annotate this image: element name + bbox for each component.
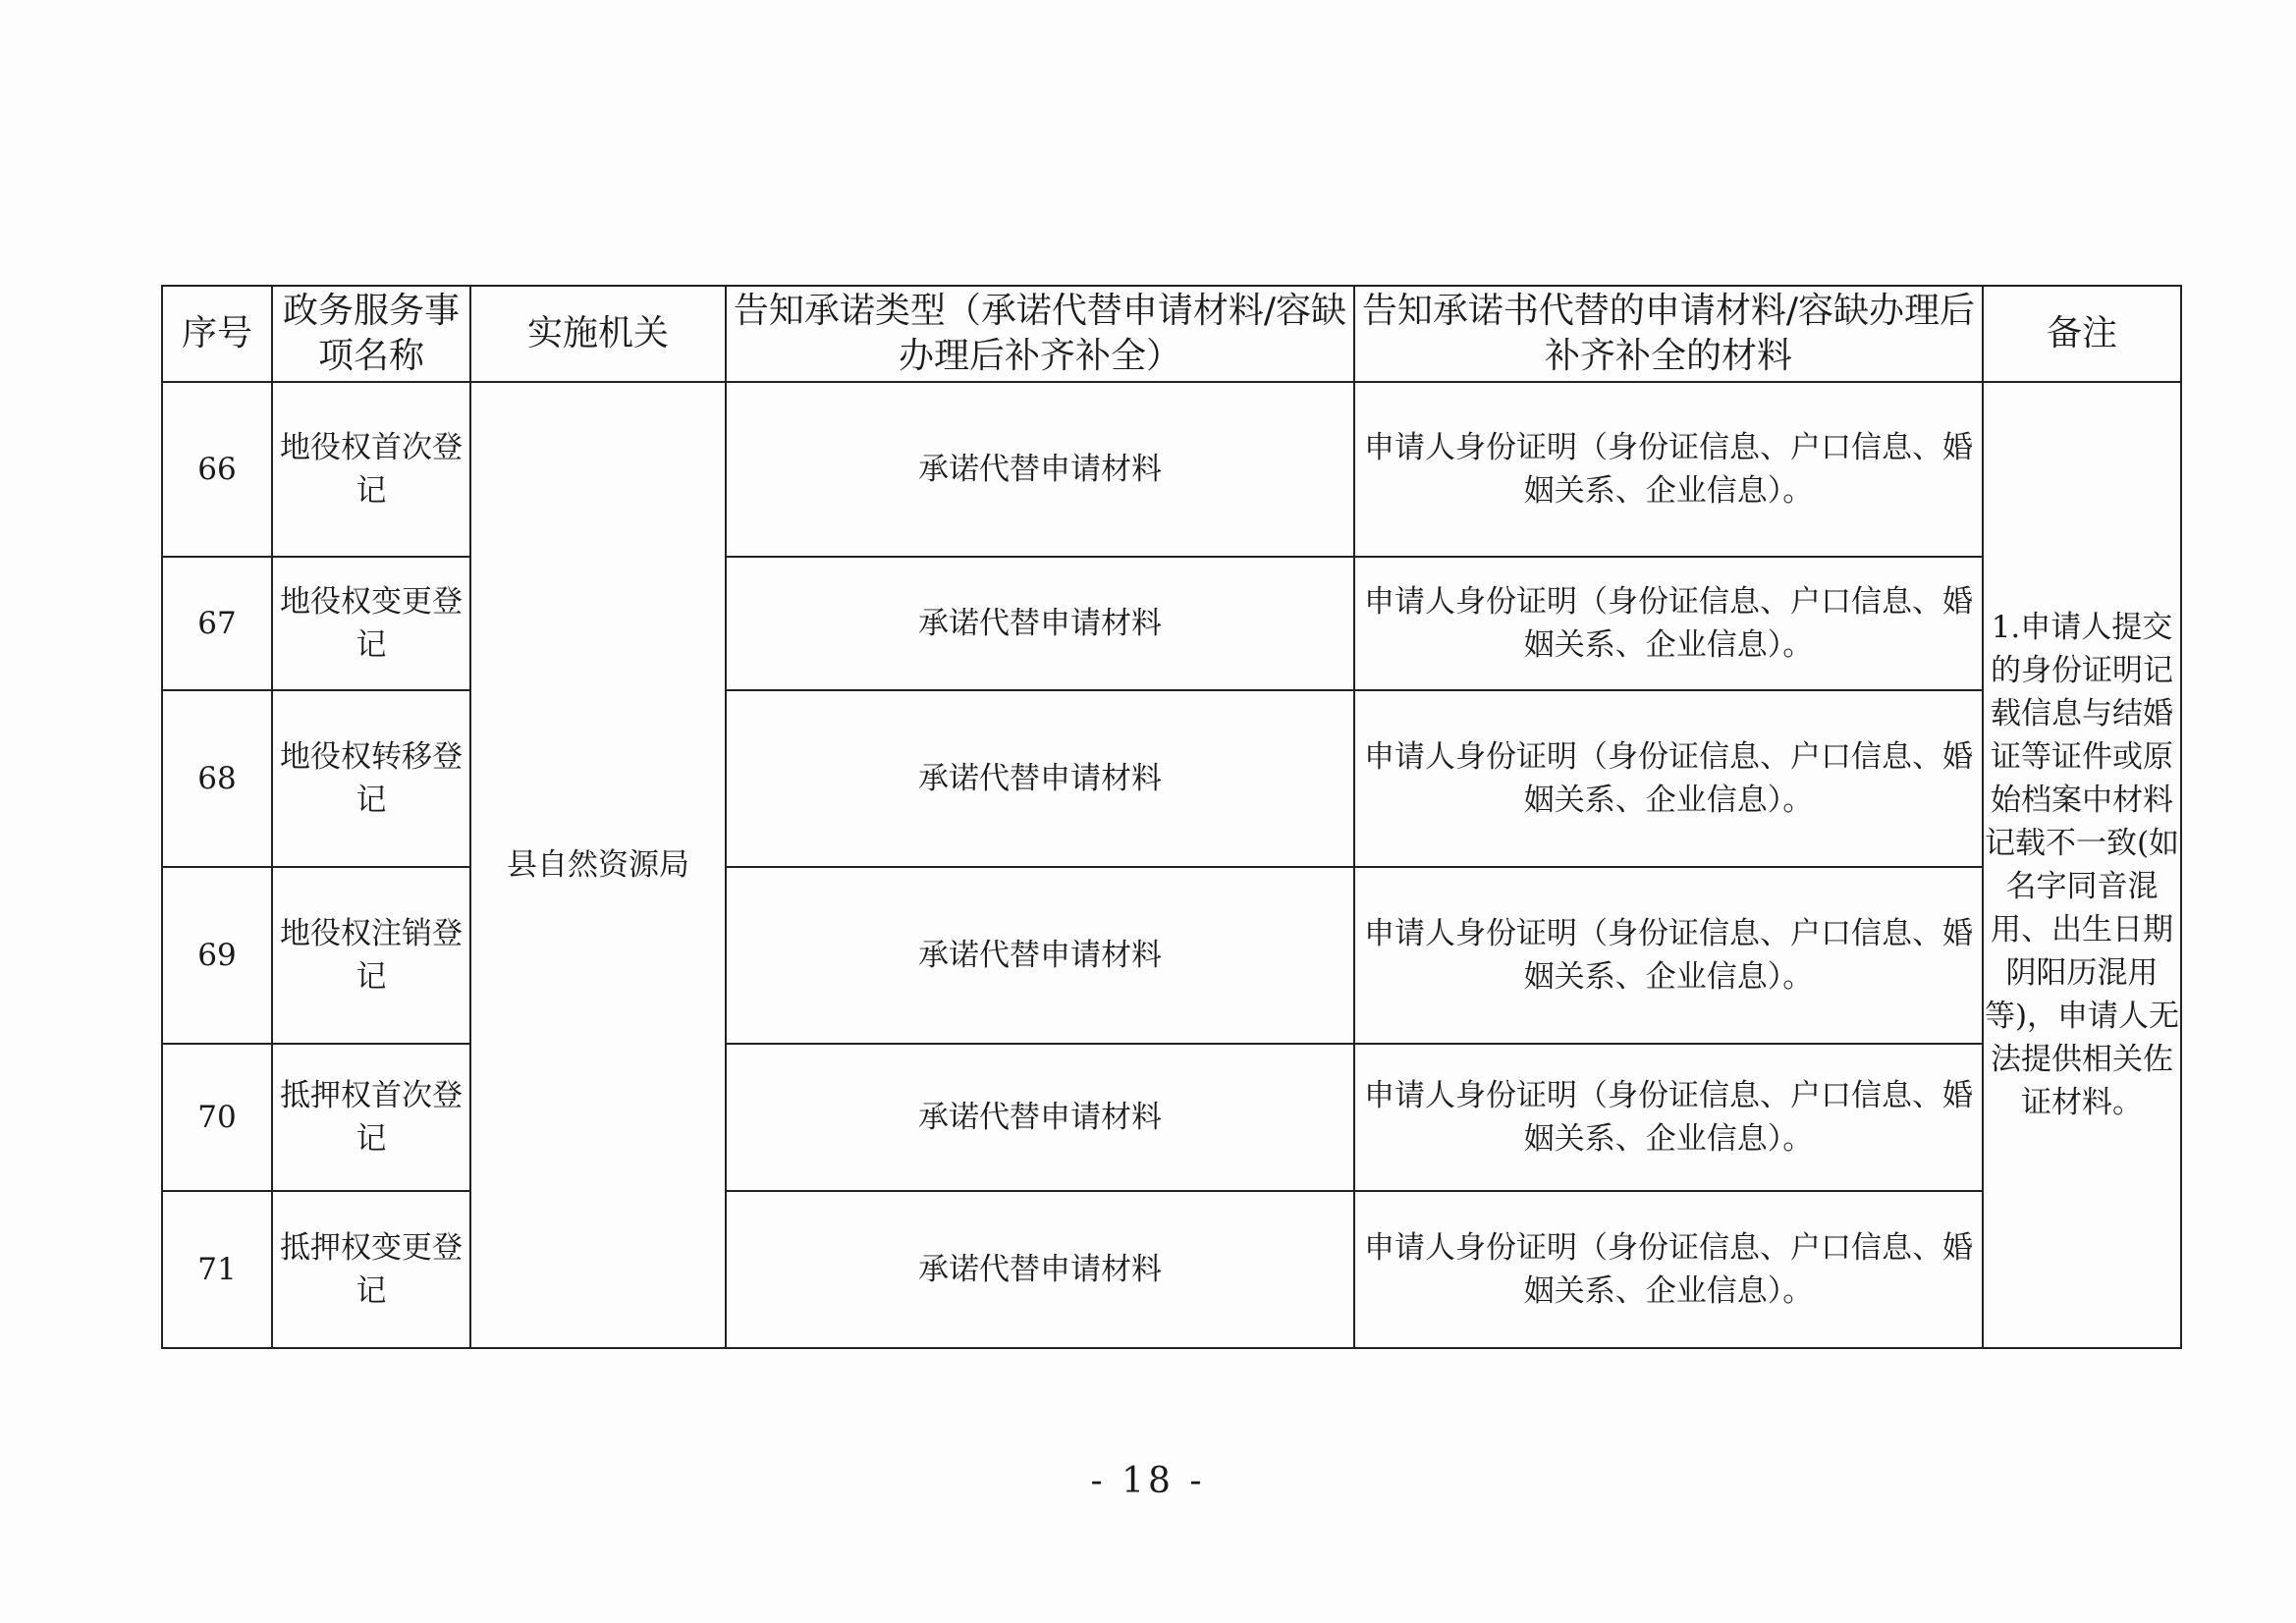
row-seq: 70 <box>162 1044 272 1191</box>
row-materials: 申请人身份证明（身份证信息、户口信息、婚姻关系、企业信息）。 <box>1354 867 1983 1044</box>
row-materials: 申请人身份证明（身份证信息、户口信息、婚姻关系、企业信息）。 <box>1354 557 1983 690</box>
header-commitment-type: 告知承诺类型（承诺代替申请材料/容缺办理后补齐补全） <box>726 286 1354 382</box>
remark-cell: 1.申请人提交的身份证明记载信息与结婚证等证件或原始档案中材料记载不一致(如名字同音混用、出生日期阴阳历混用等)，申请人无法提供相关佐证材料。 <box>1983 382 2181 1348</box>
row-seq: 66 <box>162 382 272 557</box>
table-row <box>162 1044 2181 1191</box>
row-materials: 申请人身份证明（身份证信息、户口信息、婚姻关系、企业信息）。 <box>1354 1044 1983 1191</box>
header-seq: 序号 <box>162 286 272 382</box>
table-row <box>162 1191 2181 1348</box>
table-row <box>162 382 2181 557</box>
row-seq: 71 <box>162 1191 272 1348</box>
row-materials: 申请人身份证明（身份证信息、户口信息、婚姻关系、企业信息）。 <box>1354 382 1983 557</box>
row-seq: 68 <box>162 690 272 867</box>
table-row <box>162 867 2181 1044</box>
header-remark: 备注 <box>1983 286 2181 382</box>
row-seq: 69 <box>162 867 272 1044</box>
commitment-items-table <box>161 285 2182 1349</box>
row-item-name: 抵押权首次登记 <box>272 1044 470 1191</box>
table-header-row <box>162 286 2181 382</box>
row-item-name: 抵押权变更登记 <box>272 1191 470 1348</box>
row-item-name: 地役权注销登记 <box>272 867 470 1044</box>
header-item-name: 政务服务事项名称 <box>272 286 470 382</box>
row-commitment-type: 承诺代替申请材料 <box>726 1044 1354 1191</box>
row-item-name: 地役权转移登记 <box>272 690 470 867</box>
row-item-name: 地役权变更登记 <box>272 557 470 690</box>
row-commitment-type: 承诺代替申请材料 <box>726 1191 1354 1348</box>
agency-cell: 县自然资源局 <box>470 382 726 1348</box>
header-materials: 告知承诺书代替的申请材料/容缺办理后补齐补全的材料 <box>1354 286 1983 382</box>
row-materials: 申请人身份证明（身份证信息、户口信息、婚姻关系、企业信息）。 <box>1354 1191 1983 1348</box>
row-item-name: 地役权首次登记 <box>272 382 470 557</box>
page-number: - 18 - <box>1090 1461 1206 1501</box>
row-commitment-type: 承诺代替申请材料 <box>726 867 1354 1044</box>
row-seq: 67 <box>162 557 272 690</box>
row-commitment-type: 承诺代替申请材料 <box>726 557 1354 690</box>
row-commitment-type: 承诺代替申请材料 <box>726 382 1354 557</box>
header-agency: 实施机关 <box>470 286 726 382</box>
table-row <box>162 690 2181 867</box>
row-commitment-type: 承诺代替申请材料 <box>726 690 1354 867</box>
row-materials: 申请人身份证明（身份证信息、户口信息、婚姻关系、企业信息）。 <box>1354 690 1983 867</box>
table-row <box>162 557 2181 690</box>
